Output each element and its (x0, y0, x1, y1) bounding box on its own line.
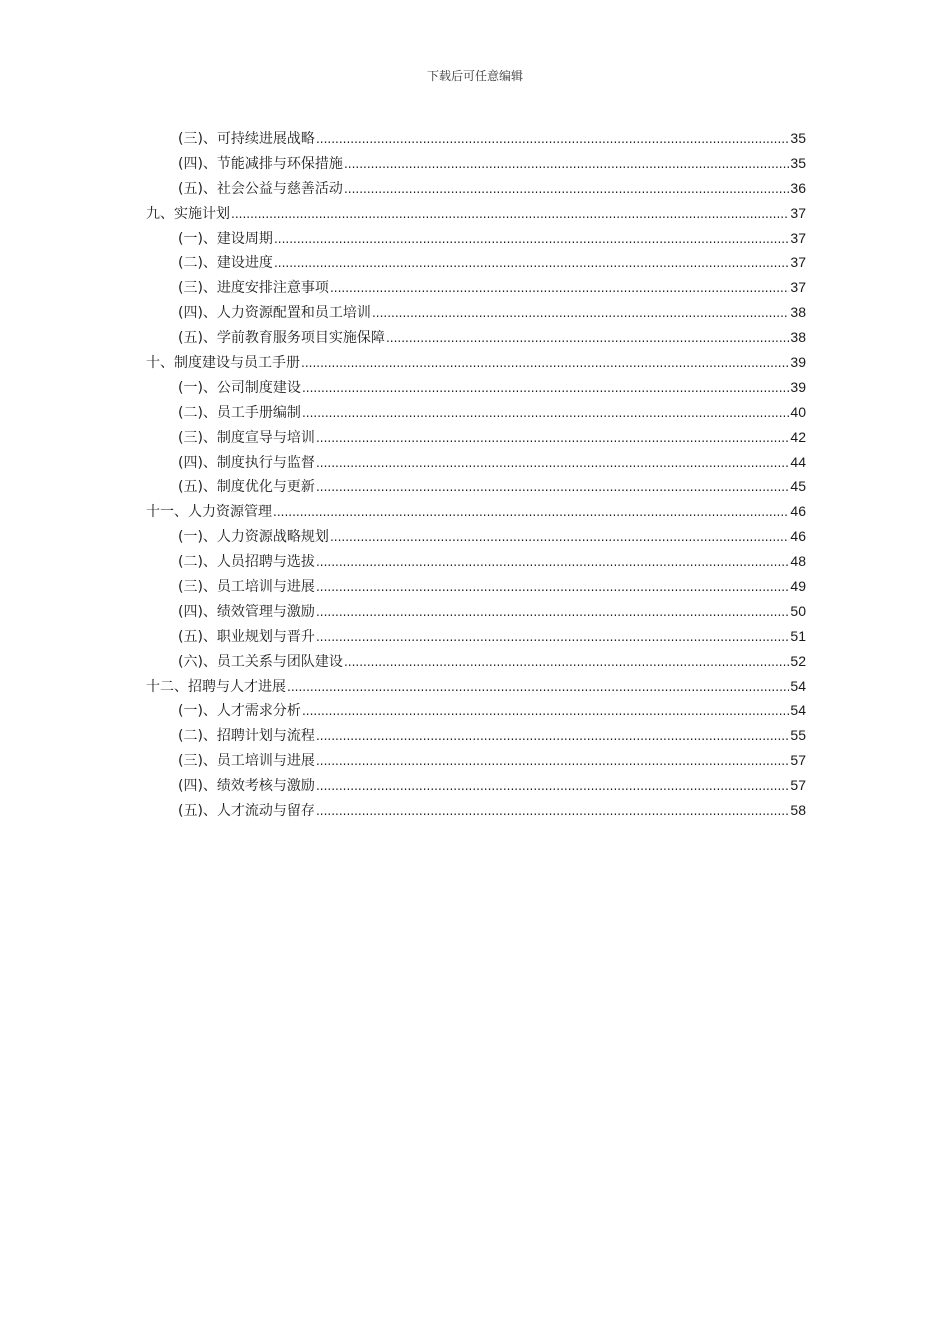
toc-page-number: 57 (790, 777, 806, 794)
toc-entry-label: (一)、人力资源战略规划 (178, 529, 329, 546)
toc-page-number: 57 (790, 752, 806, 769)
toc-dot-leader (344, 152, 789, 177)
toc-dot-leader (330, 276, 789, 301)
toc-dot-leader (316, 451, 789, 476)
toc-page-number: 46 (790, 528, 806, 545)
toc-entry-label: 十、制度建设与员工手册 (146, 355, 300, 372)
toc-dot-leader (372, 301, 789, 326)
toc-section-entry[interactable] (146, 549, 806, 574)
toc-section-entry[interactable] (146, 723, 806, 748)
toc-entry-label: (五)、人才流动与留存 (178, 803, 315, 820)
toc-entry-label: (一)、建设周期 (178, 230, 273, 247)
toc-section-entry[interactable] (146, 226, 806, 251)
toc-entry-label: (三)、员工培训与进展 (178, 579, 315, 596)
toc-dot-leader (316, 724, 789, 749)
toc-page-number: 54 (790, 677, 806, 694)
toc-section-entry[interactable] (146, 300, 806, 325)
toc-entry-label: (一)、公司制度建设 (178, 379, 301, 396)
toc-page-number: 38 (790, 329, 806, 346)
toc-page-number: 42 (790, 428, 806, 445)
toc-section-entry[interactable] (146, 400, 806, 425)
toc-section-entry[interactable] (146, 524, 806, 549)
toc-dot-leader (316, 600, 789, 625)
toc-entry-label: (五)、社会公益与慈善活动 (178, 180, 343, 197)
toc-section-entry[interactable] (146, 325, 806, 350)
toc-dot-leader (316, 127, 789, 152)
toc-entry-label: (四)、绩效考核与激励 (178, 778, 315, 795)
toc-section-entry[interactable] (146, 773, 806, 798)
page-header: 下载后可任意编辑 (426, 69, 523, 83)
toc-section-entry[interactable] (146, 599, 806, 624)
toc-entry-label: 十一、人力资源管理 (146, 504, 272, 521)
toc-page-number: 45 (790, 478, 806, 495)
toc-dot-leader (316, 575, 789, 600)
toc-dot-leader (273, 500, 789, 525)
toc-page-number: 46 (790, 503, 806, 520)
toc-entry-label: (二)、员工手册编制 (178, 404, 301, 421)
toc-page-number: 37 (790, 204, 806, 221)
toc-entry-label: (二)、人员招聘与选拔 (178, 554, 315, 571)
toc-entry-label: 十二、招聘与人才进展 (146, 678, 286, 695)
toc-chapter-entry[interactable] (146, 499, 806, 524)
toc-entry-label: (五)、制度优化与更新 (178, 479, 315, 496)
toc-entry-label: (三)、员工培训与进展 (178, 753, 315, 770)
toc-section-entry[interactable] (146, 425, 806, 450)
toc-page-number: 37 (790, 254, 806, 271)
toc-section-entry[interactable] (146, 649, 806, 674)
toc-section-entry[interactable] (146, 574, 806, 599)
toc-page-number: 39 (790, 378, 806, 395)
toc-dot-leader (231, 202, 789, 227)
table-of-contents (146, 126, 806, 823)
toc-dot-leader (316, 475, 789, 500)
toc-entry-label: (五)、学前教育服务项目实施保障 (178, 330, 385, 347)
toc-dot-leader (274, 251, 789, 276)
toc-dot-leader (302, 376, 789, 401)
toc-entry-label: (三)、可持续进展战略 (178, 131, 315, 147)
toc-page-number: 44 (790, 453, 806, 470)
toc-dot-leader (316, 774, 789, 799)
toc-entry-label: 九、实施计划 (146, 205, 230, 222)
toc-section-entry[interactable] (146, 624, 806, 649)
toc-dot-leader (316, 799, 789, 824)
toc-entry-label: (三)、制度宣导与培训 (178, 429, 315, 446)
toc-dot-leader (302, 699, 789, 724)
toc-entry-label: (五)、职业规划与晋升 (178, 628, 315, 645)
toc-section-entry[interactable] (146, 250, 806, 275)
toc-dot-leader (274, 227, 789, 252)
toc-page-number: 35 (790, 130, 806, 146)
toc-section-entry[interactable] (146, 151, 806, 176)
toc-entry-label: (四)、节能减排与环保措施 (178, 155, 343, 172)
toc-entry-label: (一)、人才需求分析 (178, 703, 301, 720)
toc-dot-leader (386, 326, 789, 351)
toc-page-number: 35 (790, 154, 806, 171)
toc-page-number: 39 (790, 354, 806, 371)
toc-page-number: 40 (790, 403, 806, 420)
toc-section-entry[interactable] (146, 126, 806, 151)
toc-section-entry[interactable] (146, 375, 806, 400)
toc-dot-leader (302, 401, 789, 426)
toc-page-number: 51 (790, 627, 806, 644)
toc-page-number: 36 (790, 179, 806, 196)
toc-page-number: 37 (790, 229, 806, 246)
toc-section-entry[interactable] (146, 474, 806, 499)
toc-section-entry[interactable] (146, 748, 806, 773)
toc-chapter-entry[interactable] (146, 201, 806, 226)
toc-dot-leader (316, 426, 789, 451)
toc-entry-label: (二)、招聘计划与流程 (178, 728, 315, 745)
toc-page-number: 52 (790, 652, 806, 669)
toc-section-entry[interactable] (146, 176, 806, 201)
toc-entry-label: (二)、建设进度 (178, 255, 273, 272)
toc-page-number: 49 (790, 578, 806, 595)
toc-page-number: 38 (790, 304, 806, 321)
toc-section-entry[interactable] (146, 698, 806, 723)
toc-dot-leader (287, 675, 789, 700)
toc-section-entry[interactable] (146, 275, 806, 300)
toc-dot-leader (316, 625, 789, 650)
toc-chapter-entry[interactable] (146, 350, 806, 375)
toc-dot-leader (344, 650, 789, 675)
toc-section-entry[interactable] (146, 798, 806, 823)
toc-chapter-entry[interactable] (146, 674, 806, 699)
toc-dot-leader (316, 749, 789, 774)
toc-page-number: 54 (790, 702, 806, 719)
toc-page-number: 58 (790, 802, 806, 819)
toc-entry-label: (六)、员工关系与团队建设 (178, 653, 343, 670)
toc-page-number: 37 (790, 279, 806, 296)
toc-dot-leader (316, 550, 789, 575)
toc-dot-leader (301, 351, 789, 376)
toc-page-number: 48 (790, 553, 806, 570)
toc-entry-label: (四)、制度执行与监督 (178, 454, 315, 471)
toc-entry-label: (三)、进度安排注意事项 (178, 280, 329, 297)
toc-section-entry[interactable] (146, 450, 806, 475)
toc-dot-leader (344, 177, 789, 202)
toc-entry-label: (四)、绩效管理与激励 (178, 603, 315, 620)
toc-entry-label: (四)、人力资源配置和员工培训 (178, 305, 371, 322)
toc-page-number: 50 (790, 602, 806, 619)
toc-page-number: 55 (790, 727, 806, 744)
toc-dot-leader (330, 525, 789, 550)
